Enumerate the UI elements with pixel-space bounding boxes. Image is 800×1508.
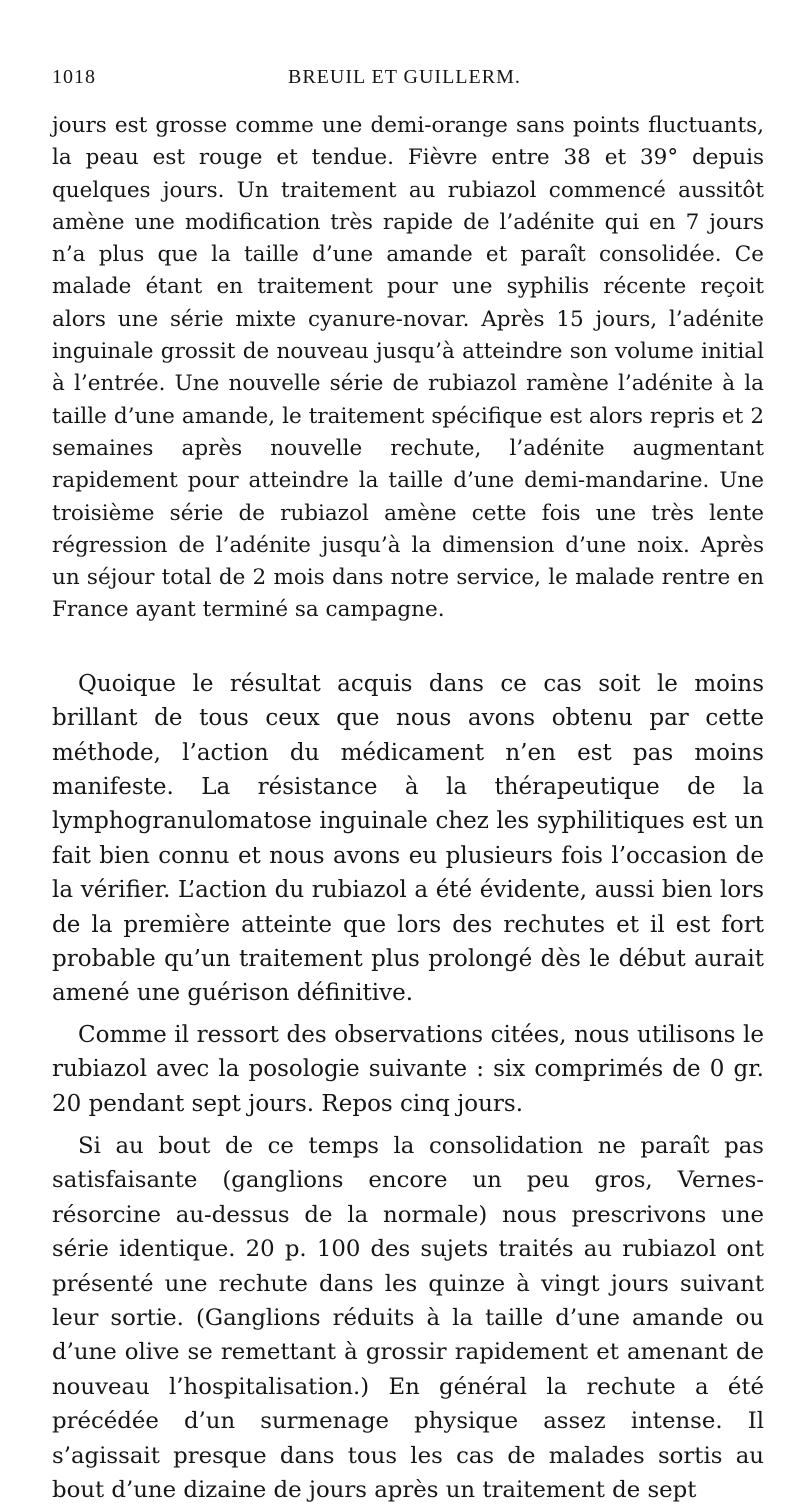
running-head: BREUIL ET GUILLERM. xyxy=(288,66,521,88)
page-number: 1018 xyxy=(52,66,96,88)
page-header xyxy=(52,58,764,94)
paragraph-relapse: Si au bout de ce temps la consolidation ne paraît pas satisfaisante (ganglions encore un peu gros, Vernes-résorcine au-dessus de la normale) nous prescrivons une série identique. 20 p. 100 des sujets traités au rubiazol ont présenté une rechute dans les quinze à vingt jours suivant leur sortie. (Ganglions réduits à la taille d’une amande ou d’une olive se remettant à grossir rapidement et amenant de nouveau l’hospitalisation.) En général la rechute a été précédée d’un surmenage physique assez intense. Il s’agissait presque dans tous les cas de malades sortis au bout d’une dizaine de jours après un traitement de sept xyxy=(52,1133,764,1504)
document-page xyxy=(52,58,764,1508)
paragraph-discussion: Quoique le résultat acquis dans ce cas soit le moins brillant de tous ceux que nous avons obtenu par cette méthode, l’action du médicament n’en est pas moins manifeste. La résistance à la thérapeutique de la lymphogranulomatose inguinale chez les syphilitiques est un fait bien connu et nous avons eu plusieurs fois l’occasion de la vérifier. L’action du rubiazol a été évidente, aussi bien lors de la première atteinte que lors des rechutes et il est fort probable qu’un traitement plus prolongé dès le début aurait amené une guérison définitive. xyxy=(52,670,764,1007)
paragraph-case-continuation: jours est grosse comme une demi-orange sans points fluctuants, la peau est rouge et tendue. Fièvre entre 38 et 39° depuis quelques jours. Un traitement au rubiazol commencé aussitôt amène une modification très rapide de l’adénite qui en 7 jours n’a plus que la taille d’une amande et paraît consolidée. Ce malade étant en traitement pour une syphilis récente reçoit alors une série mixte cyanure-novar. Après 15 jours, l’adénite inguinale grossit de nouveau jusqu’à atteindre son volume initial à l’entrée. Une nouvelle série de rubiazol ramène l’adénite à la taille d’une amande, le traitement spécifique est alors repris et 2 semaines après nouvelle rechute, l’adénite augmentant rapidement pour atteindre la taille d’une demi-mandarine. Une troisième série de rubiazol amène cette fois une très lente régression de l’adénite jusqu’à la dimension d’une noix. Après un séjour total de 2 mois dans notre service, le malade rentre en France ayant terminé sa campagne. xyxy=(52,113,764,623)
paragraph-dosage: Comme il ressort des observations citées, nous utilisons le rubiazol avec la posologie suivante : six comprimés de 0 gr. 20 pendant sept jours. Repos cinq jours. xyxy=(52,1021,764,1117)
